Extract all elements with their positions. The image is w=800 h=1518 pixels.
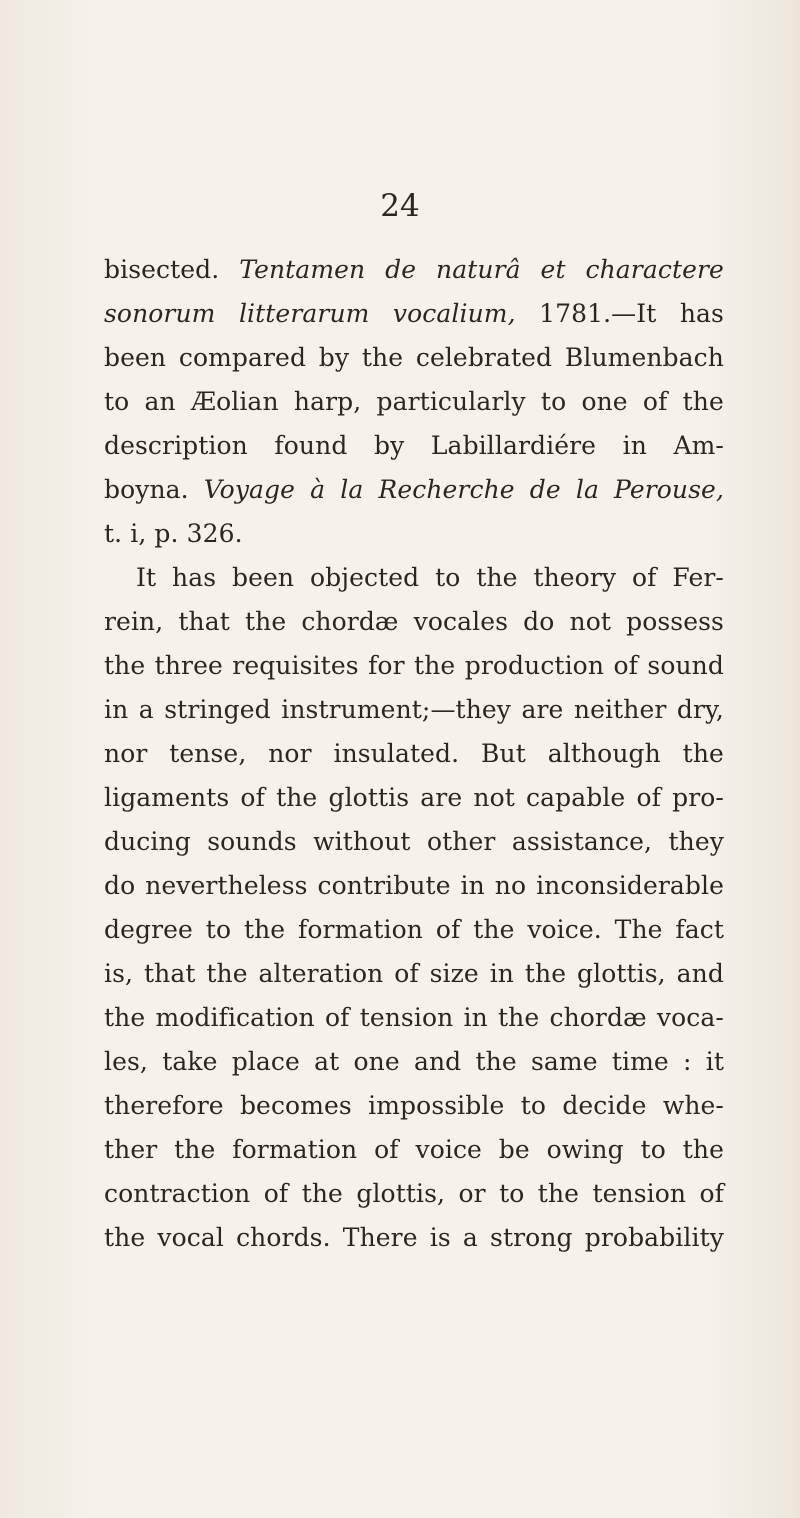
- word: in: [463, 1003, 488, 1032]
- word: theory: [533, 563, 617, 592]
- word: vocal: [157, 1223, 224, 1252]
- word: one: [581, 387, 628, 416]
- word: of: [642, 387, 668, 416]
- word: the: [682, 387, 724, 416]
- word: chordæ: [301, 607, 399, 636]
- text-line: [104, 864, 724, 908]
- word: it: [705, 1047, 724, 1076]
- word: owing: [546, 1135, 624, 1164]
- word: requisites: [232, 651, 359, 680]
- word: three: [154, 651, 223, 680]
- italic-word: litterarum: [238, 299, 370, 328]
- word: 1781.—It: [539, 299, 657, 328]
- italic-word: la: [575, 475, 599, 504]
- word: and: [413, 1047, 462, 1076]
- word: harp,: [293, 387, 362, 416]
- word: contraction: [104, 1179, 251, 1208]
- word: Am-: [673, 431, 724, 460]
- word: glottis,: [356, 1179, 446, 1208]
- word: particularly: [376, 387, 526, 416]
- word: impossible: [368, 1091, 505, 1120]
- word: inconsiderable: [536, 871, 724, 900]
- text-line: [104, 600, 724, 644]
- word: boyna.: [104, 475, 189, 504]
- italic-word: vocalium,: [392, 299, 516, 328]
- text-line: [104, 1216, 724, 1260]
- text-line: [104, 1040, 724, 1084]
- word: chords.: [236, 1223, 331, 1252]
- text-line: [104, 380, 724, 424]
- word: take: [162, 1047, 218, 1076]
- word: by: [373, 431, 405, 460]
- text-segment: t. i, p. 326.: [104, 519, 243, 548]
- word: assistance,: [511, 827, 653, 856]
- word: decide: [562, 1091, 647, 1120]
- word: to: [104, 387, 130, 416]
- text-line: [104, 292, 724, 336]
- word: the: [206, 959, 248, 988]
- word: les,: [104, 1047, 148, 1076]
- word: Labillardiére: [430, 431, 597, 460]
- word: voice.: [527, 915, 602, 944]
- word: in: [489, 959, 514, 988]
- word: time: [611, 1047, 669, 1076]
- word: Blumenbach: [564, 343, 724, 372]
- word: vocales: [413, 607, 509, 636]
- word: of: [263, 1179, 289, 1208]
- word: tension: [592, 1179, 687, 1208]
- text-line: [104, 732, 724, 776]
- text-line: [104, 1084, 724, 1128]
- word: But: [481, 739, 526, 768]
- word: is,: [104, 959, 134, 988]
- word: the: [414, 651, 456, 680]
- word: tense,: [169, 739, 247, 768]
- word: do: [104, 871, 136, 900]
- text-line: [104, 424, 724, 468]
- word: size: [429, 959, 479, 988]
- word: although: [547, 739, 661, 768]
- word: sounds: [207, 827, 297, 856]
- word: sound: [647, 651, 724, 680]
- word: neither: [573, 695, 667, 724]
- word: The: [614, 915, 663, 944]
- word: There: [342, 1223, 418, 1252]
- word: of: [394, 959, 419, 988]
- word: of: [240, 783, 265, 812]
- word: or: [458, 1179, 486, 1208]
- word: of: [613, 651, 638, 680]
- word: to: [205, 915, 232, 944]
- word: a: [138, 695, 154, 724]
- word: the: [104, 1003, 146, 1032]
- word: the: [473, 915, 515, 944]
- italic-word: Perouse,: [614, 475, 724, 504]
- word: objected: [310, 563, 420, 592]
- word: not: [569, 607, 611, 636]
- word: to: [520, 1091, 546, 1120]
- word: ligaments: [104, 783, 230, 812]
- word: one: [353, 1047, 400, 1076]
- word: of: [435, 915, 461, 944]
- text-line: [104, 996, 724, 1040]
- word: the: [276, 783, 318, 812]
- word: pro-: [672, 783, 724, 812]
- word: capable: [526, 783, 626, 812]
- word: degree: [104, 915, 193, 944]
- word: :: [683, 1047, 692, 1076]
- text-line: [104, 336, 724, 380]
- word: of: [324, 1003, 350, 1032]
- word: the: [682, 1135, 724, 1164]
- word: without: [313, 827, 411, 856]
- word: whe-: [662, 1091, 724, 1120]
- word: been: [232, 563, 295, 592]
- word: of: [631, 563, 657, 592]
- word: chordæ: [549, 1003, 647, 1032]
- text-line: [104, 688, 724, 732]
- italic-word: sonorum: [104, 299, 216, 328]
- word: fact: [675, 915, 724, 944]
- italic-word: de: [529, 475, 561, 504]
- text-line: [104, 908, 724, 952]
- italic-word: charactere: [585, 255, 724, 284]
- word: instrument;—they: [281, 695, 512, 724]
- word: for: [368, 651, 405, 680]
- word: modification: [155, 1003, 315, 1032]
- italic-word: la: [340, 475, 364, 504]
- word: nor: [104, 739, 148, 768]
- word: description: [104, 431, 248, 460]
- word: in: [460, 871, 485, 900]
- word: the: [174, 1135, 216, 1164]
- word: the: [537, 1179, 580, 1208]
- text-line: [104, 512, 724, 556]
- text-line: [104, 1128, 724, 1172]
- paragraph-start-line: [104, 556, 724, 600]
- word: the: [475, 1047, 517, 1076]
- word: to: [640, 1135, 666, 1164]
- word: the: [524, 959, 567, 988]
- word: are: [521, 695, 564, 724]
- word: no: [494, 871, 527, 900]
- word: celebrated: [415, 343, 553, 372]
- word: dry,: [676, 695, 724, 724]
- word: an: [144, 387, 176, 416]
- page-number: 24: [380, 188, 420, 224]
- word: to: [540, 387, 567, 416]
- word: voca-: [656, 1003, 724, 1032]
- word: Fer-: [672, 563, 724, 592]
- word: in: [104, 695, 129, 724]
- italic-word: à: [310, 475, 326, 504]
- word: not: [473, 783, 515, 812]
- word: and: [676, 959, 724, 988]
- word: the: [301, 1179, 343, 1208]
- word: has: [172, 563, 217, 592]
- word: the: [498, 1003, 540, 1032]
- word: place: [231, 1047, 300, 1076]
- word: glottis: [328, 783, 410, 812]
- word: contribute: [317, 871, 451, 900]
- text-line: [104, 248, 724, 292]
- text-line: [104, 644, 724, 688]
- word: of: [374, 1135, 399, 1164]
- word: same: [530, 1047, 598, 1076]
- word: tension: [359, 1003, 454, 1032]
- word: becomes: [239, 1091, 352, 1120]
- word: Æolian: [190, 387, 279, 416]
- word: that: [143, 959, 196, 988]
- text-line: [104, 776, 724, 820]
- word: compared: [178, 343, 307, 372]
- word: the: [104, 1223, 146, 1252]
- italic-word: Tentamen: [239, 255, 366, 284]
- word: the: [361, 343, 404, 372]
- text-line: [104, 468, 724, 512]
- italic-word: et: [540, 255, 566, 284]
- text-line: [104, 820, 724, 864]
- italic-word: naturâ: [436, 255, 521, 284]
- word: possess: [626, 607, 724, 636]
- word: do: [523, 607, 555, 636]
- word: in: [622, 431, 647, 460]
- word: It: [136, 563, 157, 592]
- word: bisected.: [104, 255, 220, 284]
- word: they: [668, 827, 724, 856]
- word: alteration: [258, 959, 384, 988]
- word: to: [435, 563, 461, 592]
- word: voice: [415, 1135, 482, 1164]
- word: nevertheless: [145, 871, 308, 900]
- text-line: [104, 1172, 724, 1216]
- word: of: [636, 783, 661, 812]
- word: are: [420, 783, 463, 812]
- italic-word: Recherche: [378, 475, 515, 504]
- word: rein,: [104, 607, 164, 636]
- word: therefore: [104, 1091, 224, 1120]
- word: the: [476, 563, 518, 592]
- word: ducing: [104, 827, 191, 856]
- word: insulated.: [333, 739, 460, 768]
- word: stringed: [164, 695, 271, 724]
- word: by: [318, 343, 350, 372]
- word: be: [498, 1135, 530, 1164]
- text-line: [104, 952, 724, 996]
- word: nor: [268, 739, 312, 768]
- word: has: [679, 299, 724, 328]
- word: the: [104, 651, 146, 680]
- word: of: [699, 1179, 724, 1208]
- word: the: [243, 915, 286, 944]
- word: a: [462, 1223, 478, 1252]
- word: at: [314, 1047, 340, 1076]
- word: found: [274, 431, 348, 460]
- word: production: [464, 651, 605, 680]
- word: the: [244, 607, 287, 636]
- word: other: [426, 827, 496, 856]
- body-text: [104, 248, 724, 1260]
- word: glottis,: [577, 959, 666, 988]
- italic-word: Voyage: [203, 475, 296, 504]
- word: formation: [232, 1135, 358, 1164]
- word: ther: [104, 1135, 158, 1164]
- word: formation: [298, 915, 424, 944]
- word: probability: [584, 1223, 724, 1252]
- word: to: [499, 1179, 525, 1208]
- word: the: [682, 739, 724, 768]
- word: strong: [490, 1223, 573, 1252]
- word: is: [429, 1223, 451, 1252]
- word: been: [104, 343, 167, 372]
- word: that: [178, 607, 230, 636]
- italic-word: de: [385, 255, 417, 284]
